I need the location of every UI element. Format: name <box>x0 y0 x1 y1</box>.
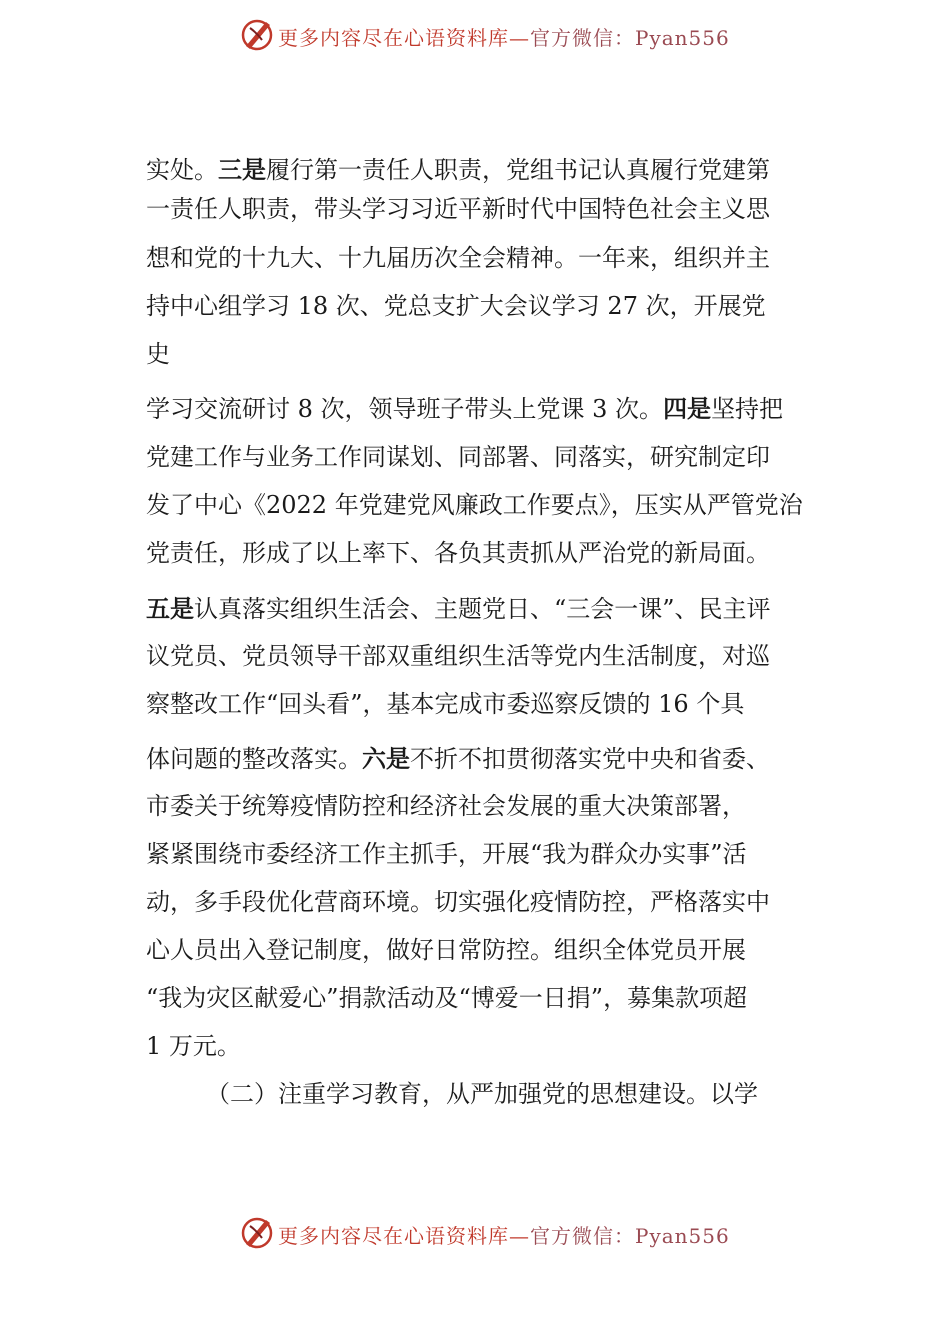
text-line: 1 万元。 <box>146 1032 241 1060</box>
section-heading-line: （二）注重学习教育，从严加强党的思想建设。以学 <box>206 1080 758 1108</box>
text-line: 动，多手段优化营商环境。切实强化疫情防控，严格落实中 <box>146 888 770 916</box>
text-line: 发了中心《2022 年党建党风廉政工作要点》，压实从严管党治 <box>146 491 803 519</box>
pen-logo-icon <box>240 1214 274 1250</box>
text-line: 市委关于统筹疫情防控和经济社会发展的重大决策部署， <box>146 792 746 820</box>
text-line: 心人员出入登记制度，做好日常防控。组织全体党员开展 <box>146 936 746 964</box>
text-line: 议党员、党员领导干部双重组织生活等党内生活制度，对巡 <box>146 642 770 670</box>
text-line: 史 <box>146 340 170 368</box>
watermark-contact: 官方微信：Pyan556 <box>530 1224 730 1248</box>
text-line: 学习交流研讨 8 次，领导班子带头上党课 3 次。四是坚持把 <box>146 395 784 423</box>
text-line: 紧紧围绕市委经济工作主抓手，开展“我为群众办实事”活 <box>146 840 747 868</box>
watermark-text: 更多内容尽在心语资料库—官方微信：Pyan556 <box>278 1224 730 1248</box>
watermark-text: 更多内容尽在心语资料库—官方微信：Pyan556 <box>278 26 730 50</box>
header-watermark-banner <box>0 16 950 56</box>
text-line: 察整改工作“回头看”，基本完成市委巡察反馈的 16 个具 <box>146 690 745 718</box>
text-line: 体问题的整改落实。六是不折不扣贯彻落实党中央和省委、 <box>146 745 770 773</box>
text-line: 一责任人职责，带头学习习近平新时代中国特色社会主义思 <box>146 195 770 223</box>
text-line: 想和党的十九大、十九届历次全会精神。一年来，组织并主 <box>146 244 770 272</box>
text-line: 党责任，形成了以上率下、各负其责抓从严治党的新局面。 <box>146 539 770 567</box>
footer-watermark-banner <box>0 1214 950 1254</box>
text-line: 持中心组学习 18 次、党总支扩大会议学习 27 次，开展党 <box>146 292 766 320</box>
text-line: 五是认真落实组织生活会、主题党日、“三会一课”、民主评 <box>146 595 771 623</box>
text-line: 党建工作与业务工作同谋划、同部署、同落实，研究制定印 <box>146 443 770 471</box>
text-line: “我为灾区献爱心”捐款活动及“博爱一日捐”，募集款项超 <box>146 984 748 1012</box>
text-line: 实处。三是履行第一责任人职责，党组书记认真履行党建第 <box>146 156 770 184</box>
watermark-contact: 官方微信：Pyan556 <box>530 26 730 50</box>
pen-logo-icon <box>240 16 274 52</box>
